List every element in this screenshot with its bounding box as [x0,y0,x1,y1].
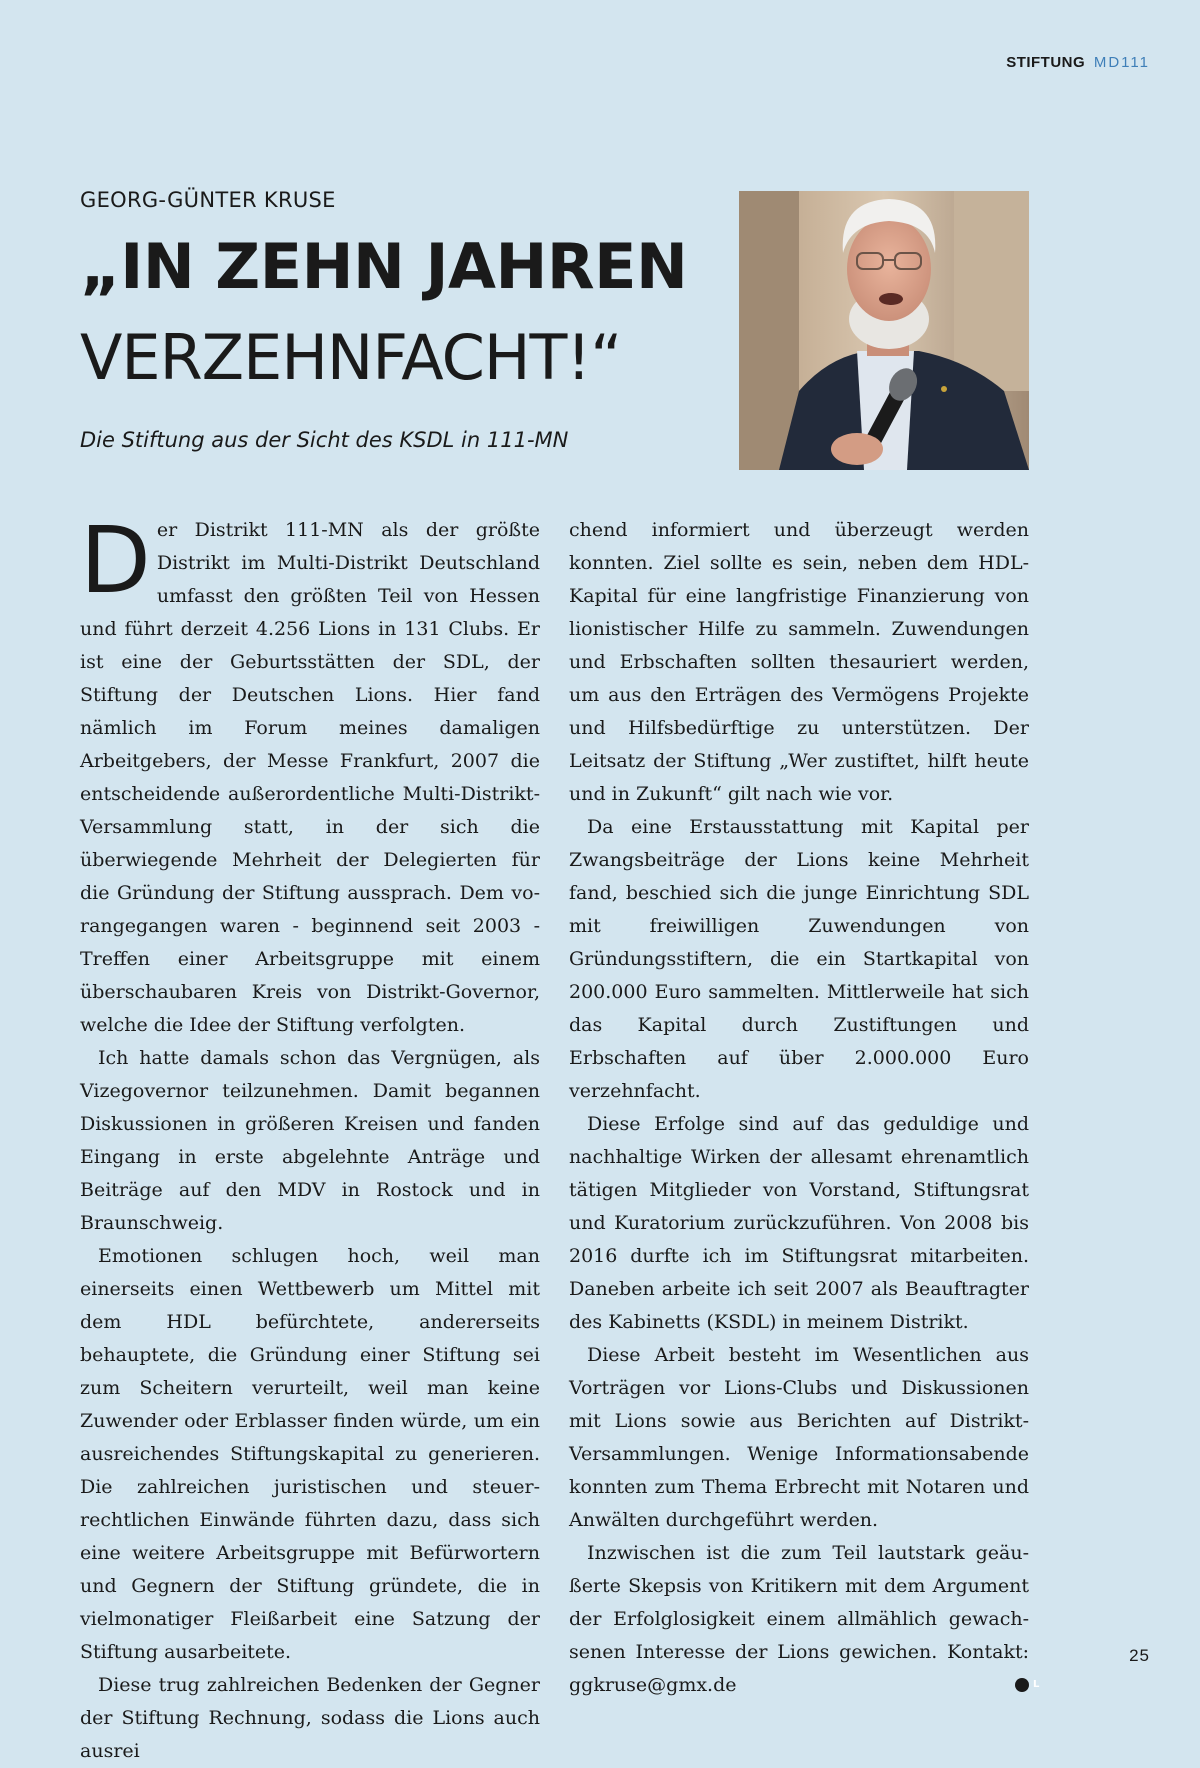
paragraph: Emotionen schlugen hoch, weil man einerseits einen Wettbewerb um Mittel mit dem HDL befürchtete, andererseits behauptete, die Gründung einer Stiftung sei zum Scheitern verurteilt, weil man keine Zuwender oder Erblasser finden würde, um ein ausreichendes Stiftungskapital zu generieren. Die zahlreichen juristischen und steuerrechtlichen Einwände führten dazu, dass sich eine weitere Arbeitsgruppe mit Befürwortern und Gegnern der Stiftung gründete, die in vielmonatiger Fleißarbeit eine Satzung der Stiftung ausarbeitete. [80,1245,540,1663]
lions-end-mark-icon: L [1015,1678,1029,1692]
author-name: GEORG-GÜNTER KRUSE [80,188,336,212]
article-column-left [80,507,540,1768]
page-number: 25 [1129,1646,1150,1665]
paragraph: Ich hatte damals schon das Vergnügen, als Vizegovernor teilzunehmen. Damit begannen Diskussionen in größeren Kreisen und fanden Eingang in erste abgelehnte Anträge und Beiträge auf den MDV in Rostock und in Braunschweig. [80,1047,540,1234]
headline-line-1: „IN ZEHN JAHREN [80,230,688,303]
paragraph-text: Inzwischen ist die zum Teil lautstark geäußerte Skepsis von Kritikern mit dem Argument der Erfolglosigkeit einem allmählich gewachsenen Interesse der Lions gewichen. Kontakt: ggkruse@gmx.de [569,1542,1029,1696]
article-column-right [569,514,1040,1702]
author-photo [739,191,1029,470]
drop-cap: D [80,507,151,614]
paragraph-text: er Distrikt 111-MN als der größte Distrikt im Multi-Distrikt Deutschland umfasst den größten Teil von Hessen und führt derzeit 4.256 Lions in 131 Clubs. Er ist eine der Geburtsstätten der SDL, der Stiftung der Deutschen Lions. Hier fand nämlich im Forum meines damaligen Arbeitgebers, der Messe Frankfurt, 2007 die entscheidende außerordentliche Multi-Distrikt-Versammlung statt, in der sich die überwiegende Mehrheit der Delegierten für die Gründung der Stiftung aussprach. Dem vorangegangen waren - beginnend seit 2003 - Treffen einer Arbeitsgruppe mit einem überschaubaren Kreis von Distrikt-Governor, welche die Idee der Stiftung verfolgten. [80,519,540,1036]
paragraph: chend informiert und überzeugt werden konnten. Ziel sollte es sein, neben dem HDL-Kapital für eine langfristige Finanzierung von lionistischer Hilfe zu sammeln. Zuwendungen und Erbschaften sollten thesauriert werden, um aus den Erträgen des Vermögens Projekte und Hilfsbedürftige zu unterstützen. Der Leitsatz der Stiftung „Wer zustiftet, hilft heute und in Zukunft“ gilt nach wie vor. [569,519,1029,805]
running-head [1006,54,1150,71]
paragraph: Da eine Erstausstattung mit Kapital per Zwangsbeiträge der Lions keine Mehrheit fand, beschied sich die junge Einrichtung SDL mit freiwilligen Zuwendungen von Gründungsstiftern, die ein Startkapital von 200.000 Euro sammelten. Mittlerweile hat sich das Kapital durch Zustiftungen und Erbschaften auf über 2.000.000 Euro verzehnfacht. [569,816,1029,1102]
magazine-label: MD111 [1093,54,1150,71]
paragraph [80,507,540,1042]
paragraph: Diese Arbeit besteht im Wesentlichen aus Vorträgen vor Lions-Clubs und Diskussionen mit Lions sowie aus Berichten auf Distrikt-Versammlungen. Wenige Informationsabende konnten zum Thema Erbrecht mit Notaren und Anwälten durchgeführt werden. [569,1344,1029,1531]
paragraph [569,1537,1040,1702]
article-subtitle: Die Stiftung aus der Sicht des KSDL in 111-MN [80,428,569,452]
headline-line-2: VERZEHNFACHT!“ [80,321,622,394]
paragraph: Diese Erfolge sind auf das geduldige und nachhaltige Wirken der allesamt ehrenamtlich tätigen Mitglieder von Vorstand, Stiftungsrat und Kuratorium zurückzuführen. Von 2008 bis 2016 durfte ich im Stiftungsrat mitarbeiten. Daneben arbeite ich seit 2007 als Beauftragter des Kabinetts (KSDL) in meinem Distrikt. [569,1113,1029,1333]
paragraph: Diese trug zahlreichen Bedenken der Gegner der Stiftung Rechnung, sodass die Lions auch ausrei [80,1674,540,1762]
section-label: STIFTUNG [1006,54,1086,71]
